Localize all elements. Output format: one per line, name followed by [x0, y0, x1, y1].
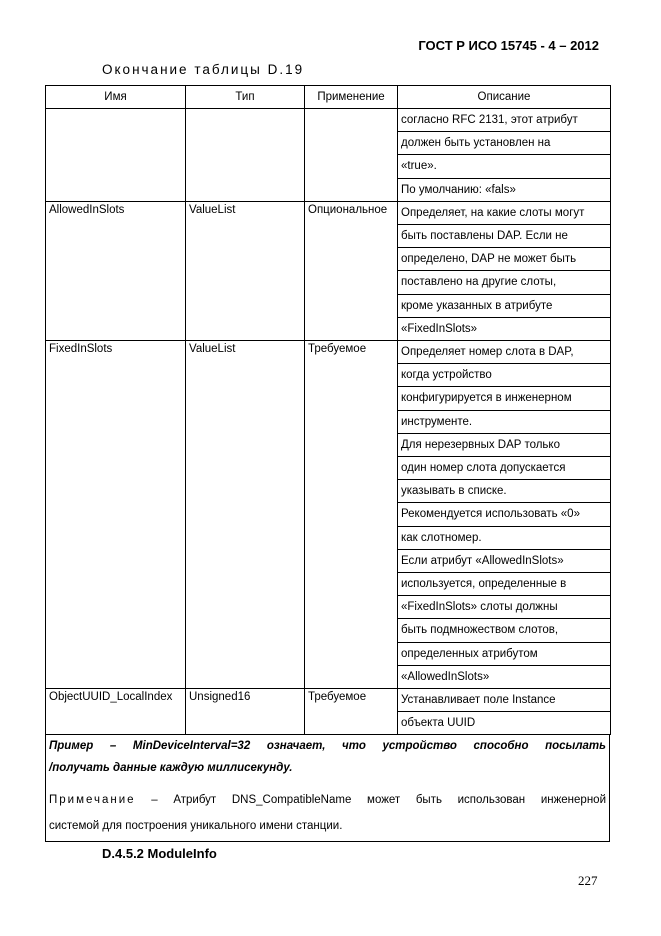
table-header-row — [46, 86, 611, 109]
column-header-name: Имя — [46, 86, 186, 109]
notes-block — [45, 735, 610, 842]
description-line: «AllowedInSlots» — [401, 670, 490, 683]
description-line: поставлено на другие слоты, — [398, 271, 610, 294]
description-line: объекта UUID — [401, 717, 476, 730]
example-text-line2: /получать данные каждую миллисекунду. — [49, 762, 293, 775]
description-line: По умолчанию: «fals» — [401, 183, 516, 196]
description-line: кроме указанных в атрибуте — [398, 295, 610, 318]
description-line: Определяет номер слота в DAP, — [398, 341, 610, 364]
description-line: «true». — [398, 155, 610, 178]
description-line: используется, определенные в — [398, 573, 610, 596]
cell-name: ObjectUUID_LocalIndex — [46, 689, 186, 735]
column-header-usage: Применение — [305, 86, 398, 109]
table-row — [46, 109, 611, 202]
description-line: указывать в списке. — [398, 480, 610, 503]
description-line: определено, DAP не может быть — [398, 248, 610, 271]
cell-name — [46, 109, 186, 202]
table-container — [45, 85, 610, 842]
cell-usage — [305, 109, 398, 202]
description-line: конфигурируется в инженерном — [398, 387, 610, 410]
description-line: Для нерезервных DAP только — [398, 434, 610, 457]
cell-type: Unsigned16 — [186, 689, 305, 735]
column-header-description: Описание — [398, 86, 611, 109]
remark-text: – Атрибут DNS_CompatibleName может быть использован инженерной — [135, 794, 606, 807]
cell-usage: Требуемое — [305, 341, 398, 689]
description-line: один номер слота допускается — [398, 457, 610, 480]
document-header: ГОСТ Р ИСО 15745 - 4 – 2012 — [418, 38, 599, 53]
description-line: инструменте. — [398, 411, 610, 434]
example-text-line1: Пример – MinDeviceInterval=32 означает, что устройство способно посылать — [49, 740, 606, 753]
description-line: определенных атрибутом — [398, 643, 610, 666]
description-line: согласно RFC 2131, этот атрибут — [398, 109, 610, 132]
cell-description — [398, 109, 611, 202]
remark-line2: системой для построения уникального имени станции. — [49, 820, 343, 833]
description-line: Определяет, на какие слоты могут — [398, 202, 610, 225]
attributes-table — [45, 85, 611, 735]
description-line: должен быть установлен на — [398, 132, 610, 155]
table-caption: Окончание таблицы D.19 — [102, 62, 305, 77]
cell-type — [186, 109, 305, 202]
description-line: «FixedInSlots» слоты должны — [398, 596, 610, 619]
description-line: Если атрибут «AllowedInSlots» — [398, 550, 610, 573]
page-number: 227 — [578, 873, 598, 888]
description-line: быть подмножеством слотов, — [398, 619, 610, 642]
cell-description — [398, 341, 611, 689]
cell-type: ValueList — [186, 201, 305, 340]
cell-usage: Требуемое — [305, 689, 398, 735]
cell-description — [398, 689, 611, 735]
remark-label: Примечание — [49, 794, 136, 807]
cell-name: AllowedInSlots — [46, 201, 186, 340]
table-row — [46, 341, 611, 689]
description-line: «FixedInSlots» — [401, 322, 478, 335]
description-line: как слотномер. — [398, 527, 610, 550]
table-row — [46, 689, 611, 735]
cell-usage: Опциональное — [305, 201, 398, 340]
cell-description — [398, 201, 611, 340]
column-header-type: Тип — [186, 86, 305, 109]
description-line: когда устройство — [398, 364, 610, 387]
section-heading: D.4.5.2 ModuleInfo — [102, 846, 217, 861]
remark-line1 — [46, 779, 609, 815]
cell-type: ValueList — [186, 341, 305, 689]
table-row — [46, 201, 611, 340]
description-line: Устанавливает поле Instance — [398, 689, 610, 712]
description-line: Рекомендуется использовать «0» — [398, 503, 610, 526]
description-line: быть поставлены DAP. Если не — [398, 225, 610, 248]
cell-name: FixedInSlots — [46, 341, 186, 689]
